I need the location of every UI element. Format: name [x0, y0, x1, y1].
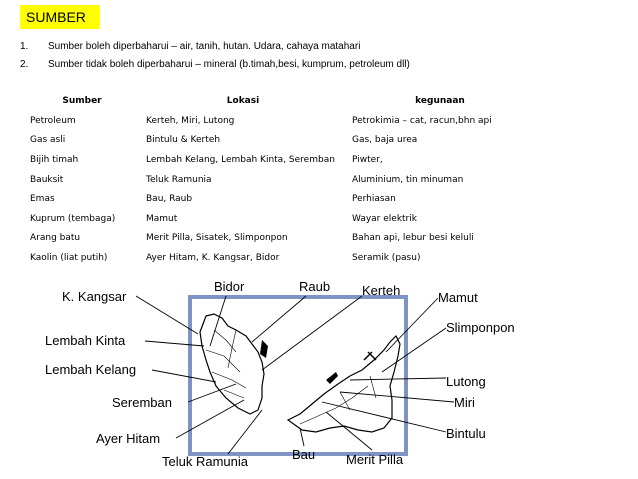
- cell-lokasi: Bintulu & Kerteh: [146, 135, 221, 146]
- cell-sumber: Emas: [30, 194, 55, 205]
- cell-lokasi: Merit Pilla, Sisatek, Slimponpon: [146, 233, 288, 244]
- label-miri: Miri: [454, 395, 475, 410]
- label-seremban: Seremban: [112, 395, 172, 410]
- label-bintulu: Bintulu: [446, 426, 486, 441]
- cell-lokasi: Lembah Kelang, Lembah Kinta, Seremban: [146, 154, 335, 165]
- teluk-ramunia-line: [228, 410, 262, 454]
- cell-kegunaan: Perhiasan: [352, 194, 396, 205]
- label-lembah-kinta: Lembah Kinta: [45, 333, 126, 348]
- ayer-hitam-line: [176, 400, 244, 438]
- cell-kegunaan: Aluminium, tin minuman: [352, 174, 464, 185]
- label-slimponpon: Slimponpon: [446, 320, 515, 335]
- header-kegunaan: kegunaan: [415, 96, 465, 106]
- raub-symbol-icon: [260, 340, 268, 358]
- miri-line: [340, 392, 454, 402]
- lembah-kelang-line: [152, 370, 216, 382]
- lutong-line: [350, 378, 446, 380]
- label-raub: Raub: [299, 279, 331, 294]
- borneo-division-lines: [300, 376, 376, 424]
- cell-kegunaan: Seramik (pasu): [352, 252, 421, 263]
- cell-sumber: Bijih timah: [30, 154, 79, 165]
- label-teluk-ramunia: Teluk Ramunia: [162, 454, 248, 469]
- cell-lokasi: Bau, Raub: [146, 194, 193, 205]
- mamut-line: [386, 298, 438, 352]
- raub-line: [252, 296, 306, 342]
- cell-kegunaan: Gas, baja urea: [352, 135, 418, 146]
- seremban-line: [188, 384, 236, 402]
- label-lembah-kelang: Lembah Kelang: [45, 362, 137, 377]
- kerteh-marker-icon: [364, 352, 376, 360]
- cell-lokasi: Kerteh, Miri, Lutong: [146, 115, 235, 126]
- list-number: 2.: [20, 59, 29, 70]
- lembah-kinta-line: [145, 341, 204, 346]
- title-badge: SUMBER: [20, 5, 100, 29]
- cell-sumber: Kaolin (liat putih): [30, 252, 108, 263]
- list-text: Sumber boleh diperbaharui – air, tanih, hutan. Udara, cahaya matahari: [48, 41, 361, 52]
- cell-kegunaan: Wayar elektrik: [352, 213, 417, 224]
- header-lokasi: Lokasi: [226, 96, 260, 106]
- borneo-outline: [288, 336, 400, 432]
- cell-kegunaan: Bahan api, lebur besi keluli: [352, 233, 474, 244]
- label-mamut: Mamut: [438, 290, 478, 305]
- header-sumber: Sumber: [62, 96, 102, 106]
- list-text: Sumber tidak boleh diperbaharui – mineral (b.timah,besi, kumprum, petroleum dll): [48, 59, 410, 70]
- cell-kegunaan: Piwter,: [352, 154, 383, 165]
- cell-sumber: Petroleum: [30, 115, 76, 126]
- label-lutong: Lutong: [446, 374, 486, 389]
- label-kerteh: Kerteh: [362, 283, 401, 298]
- sarawak-symbol-icon: [326, 372, 338, 384]
- cell-lokasi: Mamut: [146, 213, 178, 224]
- leader-lines: [136, 296, 454, 454]
- list-number: 1.: [20, 41, 29, 52]
- cell-sumber: Bauksit: [30, 174, 64, 185]
- label-merit-pilla: Merit Pilla: [346, 452, 404, 467]
- cell-sumber: Kuprum (tembaga): [30, 213, 116, 224]
- cell-sumber: Gas asli: [30, 135, 66, 146]
- cell-lokasi: Ayer Hitam, K. Kangsar, Bidor: [146, 252, 280, 263]
- cell-kegunaan: Petrokimia – cat, racun,bhn api: [352, 115, 492, 126]
- cell-lokasi: Teluk Ramunia: [146, 174, 212, 185]
- k-kangsar-line: [136, 296, 198, 334]
- label-bidor: Bidor: [214, 279, 245, 294]
- label-bau: Bau: [292, 447, 316, 462]
- label-k-kangsar: K. Kangsar: [62, 289, 127, 304]
- slimponpon-line: [382, 328, 446, 372]
- kerteh-line: [262, 296, 362, 370]
- cell-sumber: Arang batu: [30, 233, 81, 244]
- label-ayer-hitam: Ayer Hitam: [96, 431, 161, 446]
